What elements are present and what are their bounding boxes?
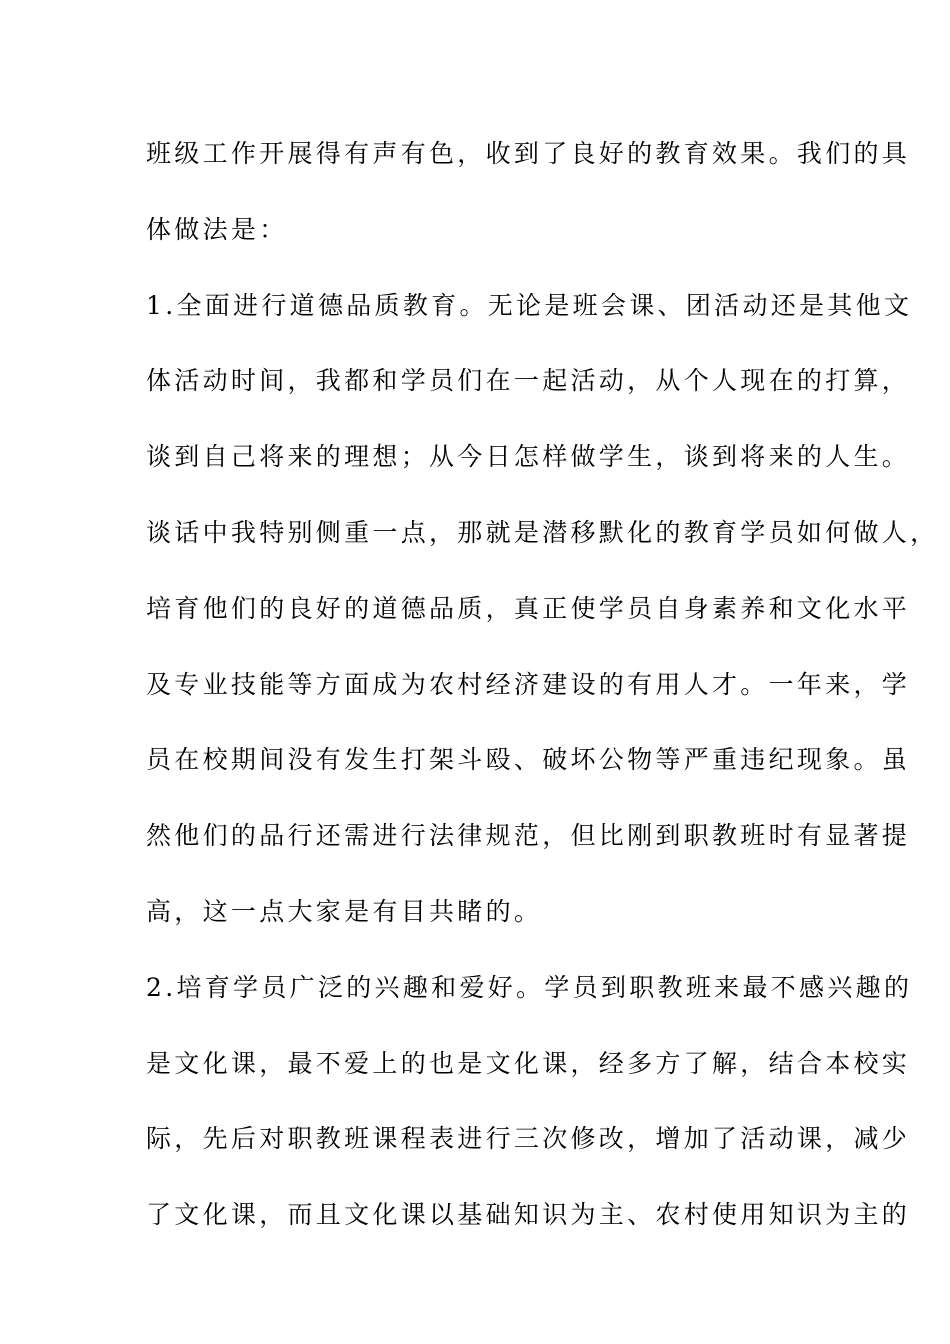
- text-line: 谈到自己将来的理想；从今日怎样做学生，谈到将来的人生。: [146, 442, 911, 472]
- text-line: 员在校期间没有发生打架斗殴、破坏公物等严重违纪现象。虽: [146, 745, 911, 775]
- text-line: 班级工作开展得有声有色，收到了良好的教育效果。我们的具: [146, 139, 911, 168]
- text-line: 高，这一点大家是有目共睹的。: [146, 896, 543, 926]
- body-text: [146, 128, 939, 1265]
- text-line: 1.全面进行道德品质教育。无论是班会课、团活动还是其他文: [146, 290, 913, 320]
- text-line: 然他们的品行还需进行法律规范，但比刚到职教班时有显著提: [146, 821, 911, 851]
- text-line: 2.培育学员广泛的兴趣和爱好。学员到职教班来最不感兴趣的: [146, 972, 913, 1002]
- text-line: 体做法是：: [146, 214, 288, 244]
- text-line: 及专业技能等方面成为农村经济建设的有用人才。一年来，学: [146, 669, 911, 699]
- text-line: 了文化课，而且文化课以基础知识为主、农村使用知识为主的: [146, 1200, 911, 1230]
- text-line: 体活动时间，我都和学员们在一起活动，从个人现在的打算，: [146, 366, 911, 396]
- text-line: 培育他们的良好的道德品质，真正使学员自身素养和文化水平: [146, 593, 911, 623]
- text-line: 是文化课，最不爱上的也是文化课，经多方了解，结合本校实: [146, 1048, 911, 1078]
- text-line: 谈话中我特别侧重一点，那就是潜移默化的教育学员如何做人，: [146, 517, 939, 547]
- text-line: 际，先后对职教班课程表进行三次修改，增加了活动课，减少: [146, 1124, 911, 1154]
